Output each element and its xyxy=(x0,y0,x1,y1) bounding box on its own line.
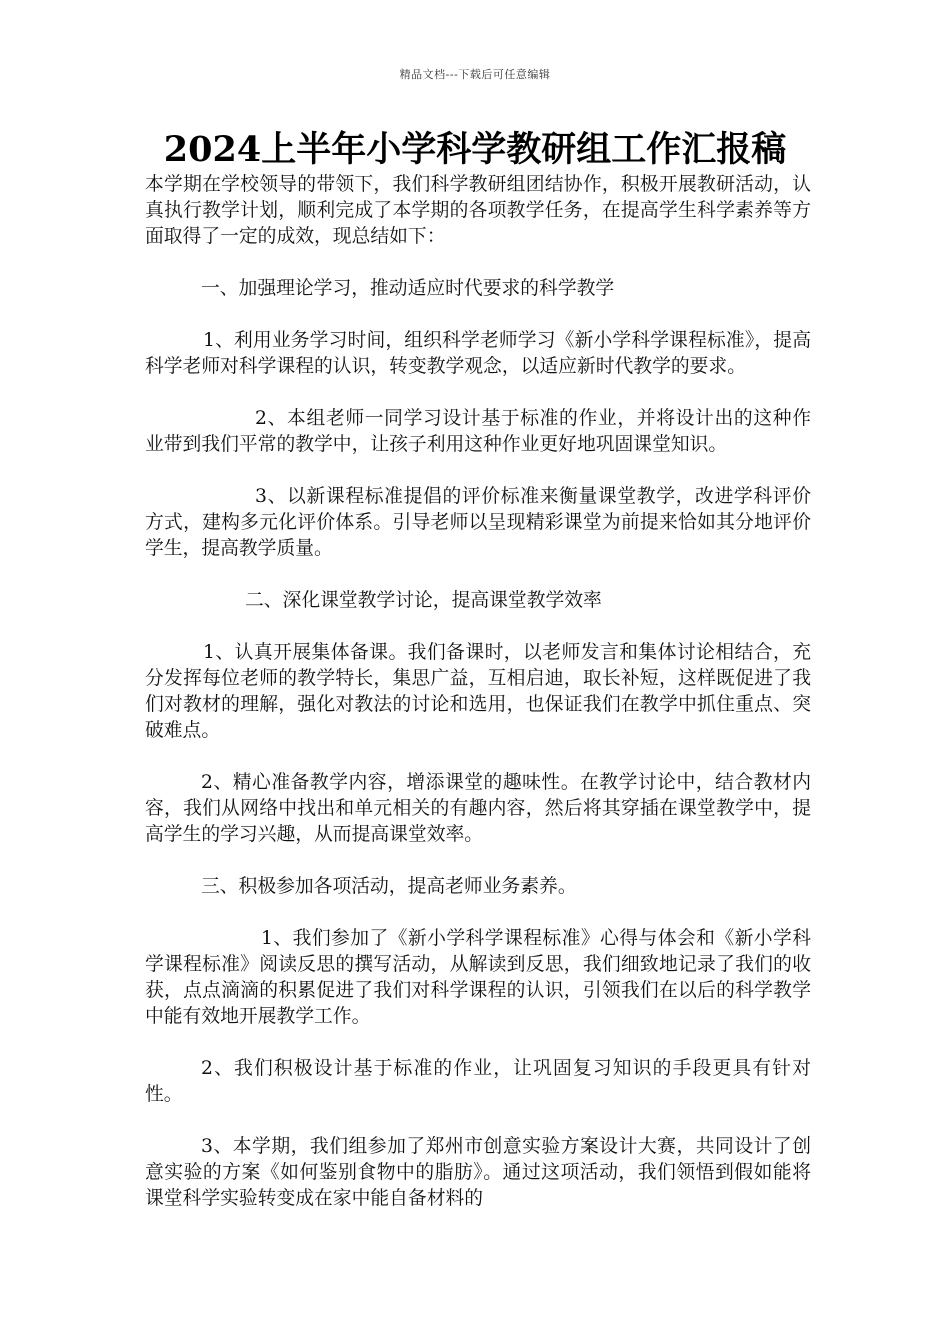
section-2-item-2: 2、精心准备教学内容，增添课堂的趣味性。在教学讨论中，结合教材内容，我们从网络中找出和单元相关的有趣内容，然后将其穿插在课堂教学中，提高学生的学习兴趣，从而提高课堂效率。 xyxy=(145,772,811,845)
section-heading-3: 三、积极参加各项活动，提高老师业务素养。 xyxy=(201,876,577,897)
document-body xyxy=(145,172,811,1212)
section-heading-2: 二、深化课堂教学讨论，提高课堂教学效率 xyxy=(245,590,602,611)
section-heading-1: 一、加强理论学习，推动适应时代要求的科学教学 xyxy=(201,278,615,299)
header-note: 精品文档---下载后可任意编辑 xyxy=(399,68,551,81)
section-1-item-1: 1、利用业务学习时间，组织科学老师学习《新小学科学课程标准》，提高科学老师对科学课程的认识，转变教学观念，以适应新时代教学的要求。 xyxy=(145,330,811,377)
intro-paragraph: 本学期在学校领导的带领下，我们科学教研组团结协作，积极开展教研活动，认真执行教学计划，顺利完成了本学期的各项教学任务，在提高学生科学素养等方面取得了一定的成效，现总结如下： xyxy=(145,174,811,247)
section-1-item-2: 2、本组老师一同学习设计基于标准的作业，并将设计出的这种作业带到我们平常的教学中，让孩子利用这种作业更好地巩固课堂知识。 xyxy=(145,408,811,455)
section-1-item-3: 3、以新课程标准提倡的评价标准来衡量课堂教学，改进学科评价方式，建构多元化评价体系。引导老师以呈现精彩课堂为前提来恰如其分地评价学生，提高教学质量。 xyxy=(145,486,811,559)
section-3-item-1: 1、我们参加了《新小学科学课程标准》心得与体会和《新小学科学课程标准》阅读反思的撰写活动，从解读到反思，我们细致地记录了我们的收获，点点滴滴的积累促进了我们对科学课程的认识，引领我们在以后的科学教学中能有效地开展教学工作。 xyxy=(145,928,811,1027)
section-3-item-3: 3、本学期，我们组参加了郑州市创意实验方案设计大赛，共同设计了创意实验的方案《如何鉴别食物中的脂肪》。通过这项活动，我们领悟到假如能将课堂科学实验转变成在家中能自备材料的 xyxy=(145,1136,811,1209)
document-title: 2024上半年小学科学教研组工作汇报稿 xyxy=(163,129,787,170)
section-2-item-1: 1、认真开展集体备课。我们备课时，以老师发言和集体讨论相结合，充分发挥每位老师的教学特长，集思广益，互相启迪，取长补短，这样既促进了我们对教材的理解，强化对教法的讨论和选用，也保证我们在教学中抓住重点、突破难点。 xyxy=(145,642,811,741)
section-3-item-2: 2、我们积极设计基于标准的作业，让巩固复习知识的手段更具有针对性。 xyxy=(145,1058,811,1105)
